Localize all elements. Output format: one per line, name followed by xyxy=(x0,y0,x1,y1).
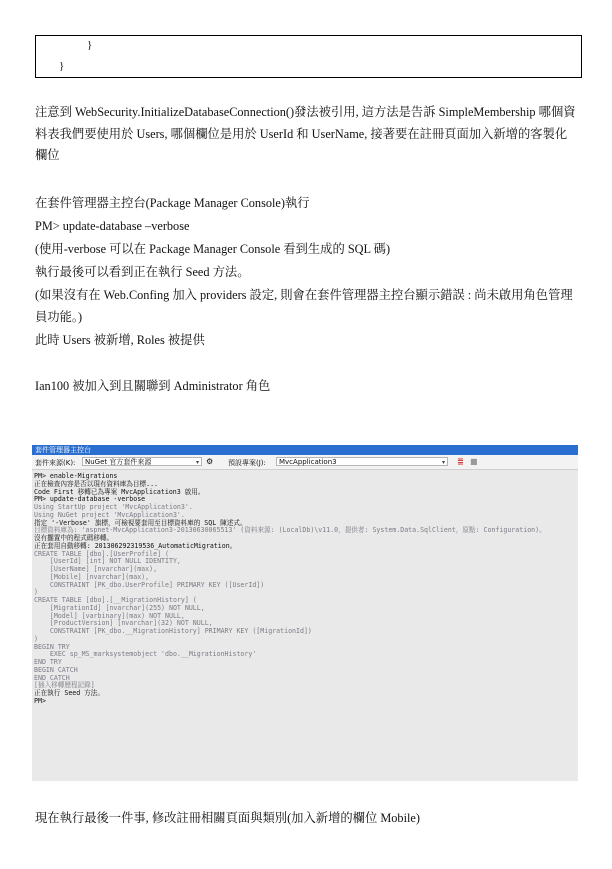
default-project-label: 預設專案(J): xyxy=(228,459,266,467)
console-line: 正在檢查內容是否以現有資料庫為目標... xyxy=(34,479,159,488)
paragraph-console-intro: 在套件管理器主控台(Package Manager Console)執行 xyxy=(35,196,310,210)
console-line: CONSTRAINT [PK_dbo.UserProfile] PRIMARY KEY ([UserId]) xyxy=(34,580,265,589)
console-line: END TRY xyxy=(34,658,62,666)
console-line: Using StartUp project 'MvcApplication3'. xyxy=(34,503,193,511)
console-line: [Mobile] [nvarchar](max), xyxy=(34,572,150,581)
code-snippet-box xyxy=(35,35,582,78)
code-closing-brace-inner: } xyxy=(87,39,93,51)
package-source-value: NuGet 官方套件來源 xyxy=(85,458,152,466)
console-line: BEGIN CATCH xyxy=(34,665,78,674)
console-line: 正在執行 Seed 方法。 xyxy=(34,689,104,697)
console-line: 目標資料庫為: 'aspnet-MvcApplication3-20130630065513' (資料來源: (LocalDb)\v11.0，提供者: System.Data.SqlClient，原點: Configuration)。 xyxy=(34,526,546,535)
package-source-label: 套件來源(K): xyxy=(35,459,76,467)
paragraph-final-step: 現在執行最後一件事, 修改註冊相關頁面與類別(加入新增的欄位 Mobile) xyxy=(35,811,420,825)
console-line: [UserName] [nvarchar](max), xyxy=(34,565,158,573)
console-line: PM> update-database -verbose xyxy=(34,495,146,504)
console-output xyxy=(32,470,578,709)
console-line: END CATCH xyxy=(34,673,70,682)
console-line: CREATE TABLE [dbo].[__MigrationHistory] ( xyxy=(34,596,197,604)
package-manager-console-screenshot xyxy=(32,445,578,781)
console-line: CONSTRAINT [PK_dbo.__MigrationHistory] PRIMARY KEY ([MigrationId]) xyxy=(34,627,312,635)
paragraph-users-roles: 此時 Users 被新增, Roles 被提供 xyxy=(35,333,205,347)
console-line: 沒有擱置中的程式碼移轉。 xyxy=(34,534,114,542)
gear-icon[interactable]: ⚙ xyxy=(206,457,214,466)
console-line: CREATE TABLE [dbo].[UserProfile] ( xyxy=(34,549,169,558)
paragraph-update-command: PM> update-database –verbose xyxy=(35,219,190,233)
console-line: Code First 移轉已為專案 MvcApplication3 啟用。 xyxy=(34,487,205,496)
console-line: ) xyxy=(34,634,38,643)
console-line: ) xyxy=(34,588,38,597)
console-line: [Model] [varbinary](max) NOT NULL, xyxy=(34,611,185,620)
console-title: 套件管理器主控台 xyxy=(32,445,578,455)
console-line: PM> enable-Migrations xyxy=(34,472,118,480)
clear-icon[interactable]: ≣ xyxy=(457,457,464,466)
chevron-down-icon: ▾ xyxy=(195,459,199,466)
console-line: EXEC sp_MS_marksystemobject 'dbo.__MigrationHistory' xyxy=(34,650,257,659)
paragraph-seed-note: 執行最後可以看到正在執行 Seed 方法。 xyxy=(35,265,250,279)
chevron-down-icon: ▾ xyxy=(441,459,445,466)
console-line: 正在套用自動移轉: 201306292319536_AutomaticMigration。 xyxy=(34,541,237,550)
stop-icon[interactable]: ■ xyxy=(470,457,478,466)
console-line: BEGIN TRY xyxy=(34,642,70,651)
default-project-value: MvcApplication3 xyxy=(279,458,337,466)
code-closing-brace-outer: } xyxy=(59,60,65,72)
console-line: [插入移轉歷程記錄] xyxy=(34,681,95,690)
console-line: [MigrationId] [nvarchar](255) NOT NULL, xyxy=(34,603,205,612)
paragraph-webSecurity-note: 注意到 WebSecurity.InitializeDatabaseConnection()發法被引用, 這方法是告訴 SimpleMembership 哪個資料表我們要使用於 Users, 哪個欄位是用於 UserId 和 UserName, 接著要在註冊頁面加入新增的客製化欄位 xyxy=(35,105,576,162)
console-line: [UserId] [int] NOT NULL IDENTITY, xyxy=(34,557,181,566)
package-source-dropdown[interactable] xyxy=(82,457,202,466)
console-line: [ProductVersion] [nvarchar](32) NOT NULL, xyxy=(34,619,213,628)
paragraph-admin-role: Ian100 被加入到且關聯到 Administrator 角色 xyxy=(35,379,271,393)
paragraph-provider-error-note: (如果沒有在 Web.Confing 加入 providers 設定, 則會在套件管理器主控台顯示錯誤 : 尚未啟用角色管理員功能。) xyxy=(35,288,573,324)
console-line: Using NuGet project 'MvcApplication3'. xyxy=(34,510,185,519)
paragraph-verbose-note: (使用-verbose 可以在 Package Manager Console 看到生成的 SQL 碼) xyxy=(35,242,391,256)
default-project-dropdown[interactable] xyxy=(276,457,448,466)
console-line: PM> xyxy=(34,696,46,705)
console-line: 指定 '-Verbose' 旗標，可檢視要套用至目標資料庫的 SQL 陳述式。 xyxy=(34,518,247,527)
console-toolbar xyxy=(32,455,578,470)
